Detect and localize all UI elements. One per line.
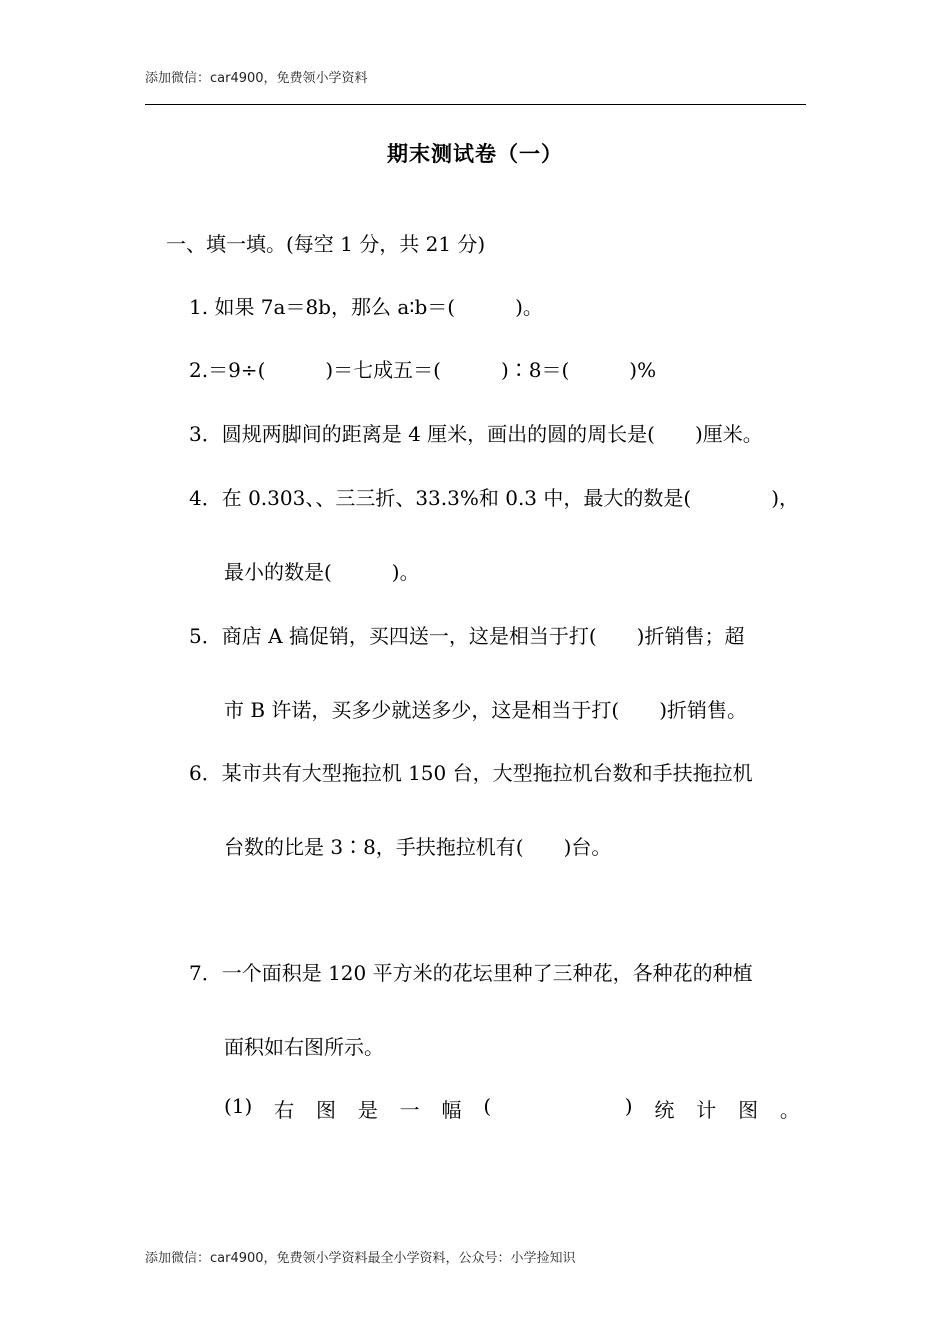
header-divider <box>145 104 806 105</box>
sub-token: (1) <box>224 1094 253 1118</box>
page-title: 期末测试卷（一） <box>387 142 563 166</box>
question-2: 2.＝9÷( )＝七成五＝( )∶8＝( )% <box>189 358 657 382</box>
question-6-line-1: 6．某市共有大型拖拉机 150 台，大型拖拉机台数和手扶拖拉机 <box>189 761 753 785</box>
question-6-line-2: 台数的比是 3∶8，手扶拖拉机有( )台。 <box>224 835 612 859</box>
sub-token: 是 <box>357 1098 378 1122</box>
question-1: 1. 如果 7a＝8b，那么 a∶b＝( )。 <box>189 295 543 319</box>
sub-token: 计 <box>696 1098 717 1122</box>
section-heading: 一、填一填。(每空 1 分，共 21 分) <box>166 232 486 256</box>
header-note: 添加微信：car4900，免费领小学资料 <box>145 71 368 86</box>
question-4-line-1: 4．在 0.303、、三三折、33.3%和 0.3 中，最大的数是( )， <box>189 486 799 510</box>
footer-note: 添加微信：car4900，免费领小学资料最全小学资料，公众号：小学捡知识 <box>145 1251 576 1266</box>
question-5-line-1: 5．商店 A 搞促销，买四送一，这是相当于打( )折销售；超 <box>189 624 745 648</box>
question-7-sub-1 <box>224 1094 800 1123</box>
sub-token: ) <box>624 1094 633 1118</box>
sub-token: 图 <box>738 1098 759 1122</box>
sub-token: 图 <box>316 1098 336 1122</box>
sub-token: 幅 <box>441 1098 462 1122</box>
sub-token: 右 <box>274 1098 295 1122</box>
question-5-line-2: 市 B 许诺，买多少就送多少，这是相当于打( )折销售。 <box>224 698 748 722</box>
question-7-line-1: 7．一个面积是 120 平方米的花坛里种了三种花，各种花的种植 <box>189 961 753 985</box>
question-3: 3．圆规两脚间的距离是 4 厘米，画出的圆的周长是( )厘米。 <box>189 422 763 446</box>
sub-token: ( <box>483 1094 492 1118</box>
sub-token: 。 <box>779 1098 800 1122</box>
question-4-line-2: 最小的数是( )。 <box>224 560 420 584</box>
sub-token: 一 <box>399 1098 420 1122</box>
question-7-line-2: 面积如右图所示。 <box>224 1035 384 1059</box>
sub-token: 统 <box>654 1098 675 1122</box>
answer-blank <box>513 1094 603 1123</box>
